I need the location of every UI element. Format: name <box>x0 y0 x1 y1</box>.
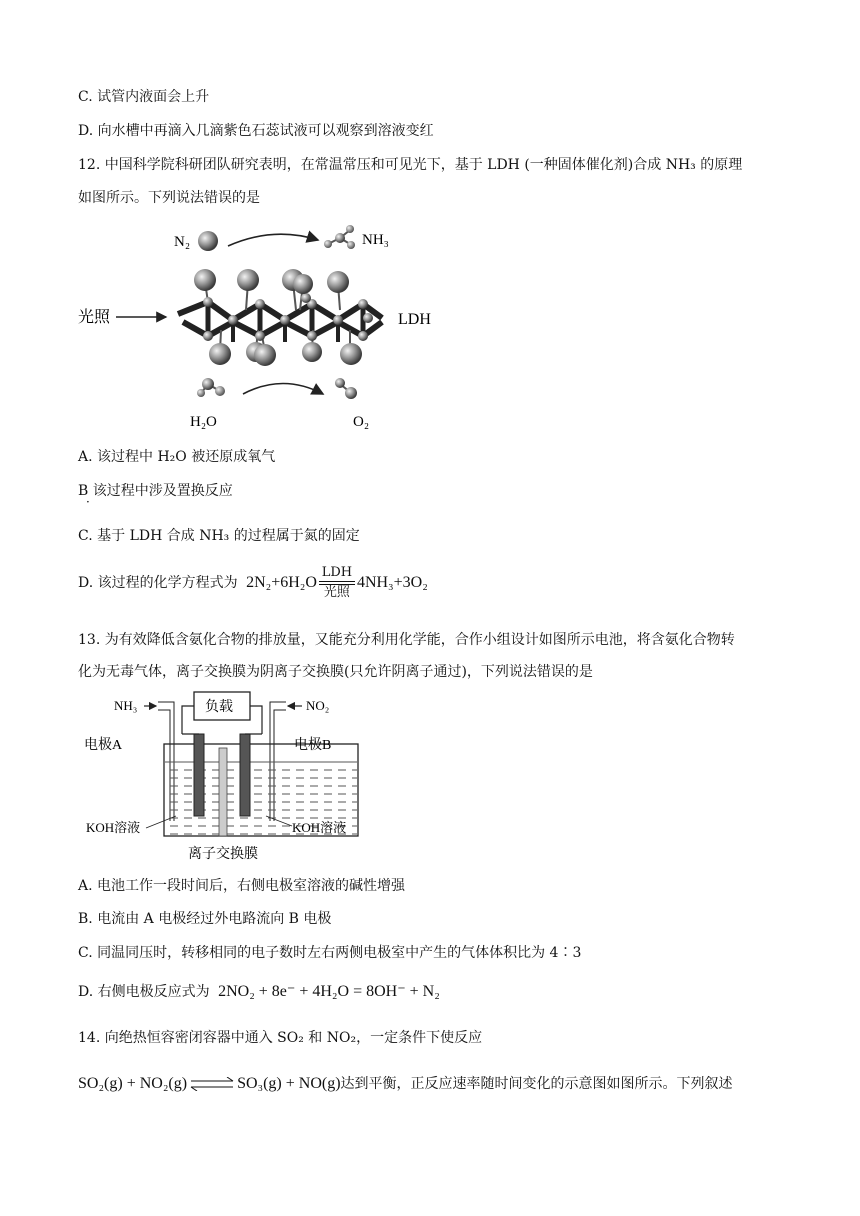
electrode-b <box>240 734 250 816</box>
q13-option-b: B. 电流由 A 电极经过外电路流向 B 电极 <box>78 911 332 927</box>
q14-stem-line1: 14. 向绝热恒容密闭容器中通入 SO₂ 和 NO₂，一定条件下使反应 <box>78 1030 483 1046</box>
light-label: 光照 <box>78 309 111 326</box>
q13-option-d <box>78 982 440 1002</box>
h2o-label: H₂O <box>190 414 217 430</box>
q12-condition-label: 光照 <box>323 585 350 600</box>
h2o-arrow-icon <box>243 384 323 395</box>
load-label: 负载 <box>205 700 233 715</box>
q12-option-a: A. 该过程中 H₂O 被还原成氧气 <box>78 449 276 465</box>
q12-equation-arrow <box>319 566 355 600</box>
n2-molecule-icon <box>198 231 218 251</box>
q11-option-c: C. 试管内液面会上升 <box>78 89 210 105</box>
q13-stem-line1: 13. 为有效降低含氨化合物的排放量，又能充分利用化学能，合作小组设计如图所示电池，将含氨化合物转 <box>78 632 735 648</box>
o2-molecule-icon <box>335 378 357 399</box>
q12-option-d <box>78 566 428 600</box>
ion-exchange-membrane <box>219 748 227 836</box>
equilibrium-arrow-icon <box>189 1077 235 1091</box>
nh3-label: NH₃ <box>362 232 389 248</box>
ldh-label: LDH <box>398 311 431 328</box>
q13-option-a: A. 电池工作一段时间后，右侧电极室溶液的碱性增强 <box>78 878 406 894</box>
q12-stem-line1: 12. 中国科学院科研团队研究表明，在常温常压和可见光下，基于 LDH (一种固体催化剂)合成 NH₃ 的原理 <box>78 157 743 173</box>
n2-label: N₂ <box>174 234 191 250</box>
no2-inlet-label: NO₂ <box>306 698 330 713</box>
q14-equation-lhs: SO₂(g) + NO₂(g) <box>78 1075 188 1092</box>
q12-option-b: B 该过程中涉及置换反应 <box>78 483 233 499</box>
q12-option-d-prefix: D. 该过程的化学方程式为 <box>78 575 238 591</box>
membrane-label: 离子交换膜 <box>188 847 258 862</box>
q12-option-c: C. 基于 LDH 合成 NH₃ 的过程属于氮的固定 <box>78 528 360 544</box>
electrode-b-label: 电极B <box>294 738 332 753</box>
q13-option-c: C. 同温同压时，转移相同的电子数时左右两侧电极室中产生的气体体积比为 4∶3 <box>78 945 582 961</box>
q11-option-d: D. 向水槽中再滴入几滴紫色石蕊试液可以观察到溶液变红 <box>78 123 434 139</box>
q12-option-b-dot: · <box>86 495 90 509</box>
ldh-diagram <box>78 218 458 440</box>
n2-arrow-icon <box>228 234 318 246</box>
q12-equation-rhs: 4NH₃+3O₂ <box>356 574 428 591</box>
q14-stem-line2 <box>78 1072 733 1096</box>
q13-option-d-prefix: D. 右侧电极反应式为 <box>78 984 210 1000</box>
o2-label: O₂ <box>353 414 370 430</box>
q13-stem-line2: 化为无毒气体，离子交换膜为阴离子交换膜(只允许阴离子通过)，下列说法错误的是 <box>78 664 593 680</box>
koh-left-label: KOH溶液 <box>86 820 141 835</box>
battery-diagram <box>84 686 374 866</box>
h2o-molecule-icon <box>197 378 225 397</box>
electrode-a-label: 电极A <box>84 738 123 753</box>
koh-right-label: KOH溶液 <box>292 820 347 835</box>
q14-stem-rest: 达到平衡，正反应速率随时间变化的示意图如图所示。下列叙述 <box>340 1076 733 1092</box>
nh3-molecule-icon <box>324 225 355 249</box>
q13-equation: 2NO₂ + 8e⁻ + 4H₂O = 8OH⁻ + N₂ <box>218 983 440 1000</box>
q12-catalyst-label: LDH <box>321 565 353 580</box>
electrode-a <box>194 734 204 816</box>
q14-equation-rhs: SO₃(g) + NO(g) <box>237 1075 341 1092</box>
nh3-inlet-label: NH₃ <box>114 698 138 713</box>
q12-stem-line2: 如图所示。下列说法错误的是 <box>78 190 260 206</box>
q12-equation-lhs: 2N₂+6H₂O <box>246 574 317 591</box>
ldh-lattice-icon <box>178 269 382 366</box>
